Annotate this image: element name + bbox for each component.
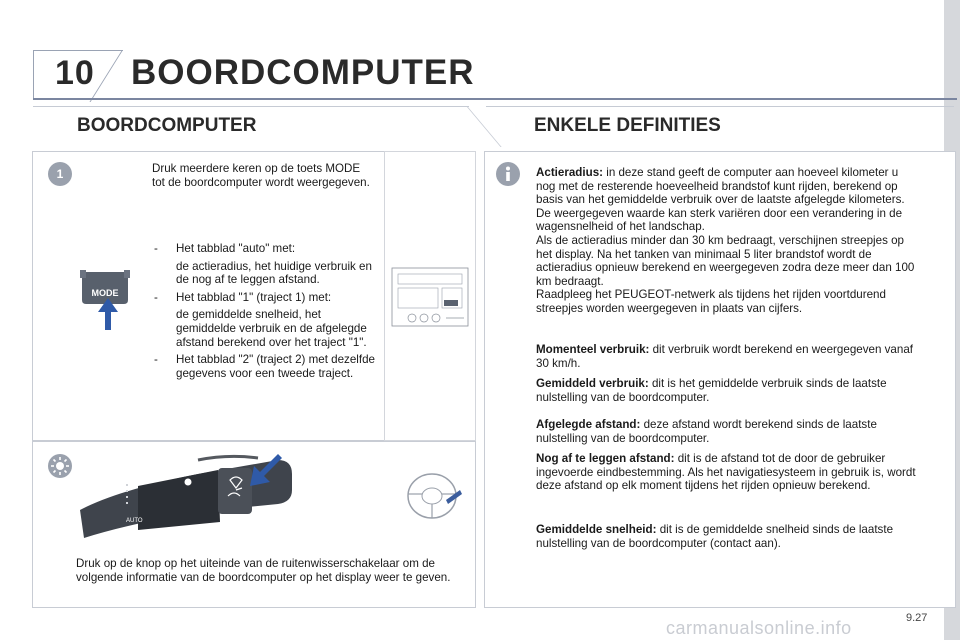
left-section-header bbox=[33, 106, 469, 142]
page-number: 9.27 bbox=[906, 612, 928, 624]
console-illustration bbox=[390, 266, 470, 328]
arrow-up-icon bbox=[98, 298, 118, 330]
definition-distance-travelled: Afgelegde afstand: deze afstand wordt berekend sinds de laatste nulstelling van de boordcomputer. bbox=[536, 418, 877, 445]
watermark: carmanualsonline.info bbox=[666, 618, 852, 638]
tab-list-item-trip1: - Het tabblad "1" (traject 1) met: de gemiddelde snelheid, het gemiddelde verbruik en de afgelegde afstand berekend over het traject "1". bbox=[154, 290, 367, 349]
mode-step-intro: Druk meerdere keren op de toets MODE tot de boordcomputer wordt weergegeven. bbox=[152, 162, 370, 189]
definition-distance-remaining: Nog af te leggen afstand: dit is de afstand tot de door de gebruiker ingevoerde eindbestemming. Als het navigatiesysteem in gebruik is, wordt deze afstand op elk moment tijdens het rijden opnieuw berekend. bbox=[536, 452, 916, 493]
arrow-down-left-icon bbox=[250, 452, 282, 486]
info-icon bbox=[496, 162, 520, 186]
right-section-header bbox=[486, 106, 954, 142]
definition-average-consumption: Gemiddeld verbruik: dit is het gemiddelde verbruik sinds de laatste nulstelling van de boordcomputer. bbox=[536, 377, 887, 404]
info-badge bbox=[496, 162, 520, 186]
left-section-title: BOORDCOMPUTER bbox=[77, 115, 257, 136]
definition-average-speed: Gemiddelde snelheid: dit is de gemiddelde snelheid sinds de laatste nulstelling van de boordcomputer (contact aan). bbox=[536, 523, 894, 550]
wiper-step-text: Druk op de knop op het uiteinde van de ruitenwisserschakelaar om de volgende informatie van de boordcomputer op het display weer te geven. bbox=[76, 557, 451, 584]
right-section-title: ENKELE DEFINITIES bbox=[534, 115, 721, 136]
definition-current-consumption: Momenteel verbruik: dit verbruik wordt berekend en weergegeven vanaf 30 km/h. bbox=[536, 343, 913, 370]
steering-wheel-icon bbox=[406, 470, 462, 522]
wiper-auto-label: AUTO bbox=[126, 518, 143, 524]
tab-list-item-trip2: - Het tabblad "2" (traject 2) met dezelfde gegevens voor een tweede traject. bbox=[154, 353, 375, 380]
lights-badge bbox=[48, 454, 72, 478]
light-icon bbox=[48, 454, 72, 478]
chapter-number: 10 bbox=[55, 54, 95, 92]
tab-list-item-auto: - Het tabblad "auto" met: de actieradius, het huidige verbruik en de nog af te leggen afstand. bbox=[154, 242, 372, 287]
title-rule bbox=[33, 98, 957, 100]
tab-list bbox=[152, 242, 378, 380]
page-title: BOORDCOMPUTER bbox=[131, 53, 475, 92]
definition-range: Actieradius: in deze stand geeft de computer aan hoeveel kilometer u nog met de resterende hoeveelheid brandstof kunt rijden, berekend op basis van het gemiddelde verbruik over de laatste afgelegde kilometers. De weergegeven waarde kan sterk variëren door een verandering in de wagensnelheid of het landschap. Als de actieradius minder dan 30 km bedraagt, verschijnen streepjes op het display. Na het tanken van minimaal 5 liter brandstof wordt de actieradius opnieuw berekend en weergegeven zodra deze meer dan 100 km bedraagt. Raadpleeg het PEUGEOT-netwerk als tijdens het rijden voortdurend streepjes worden weergegeven in plaats van cijfers. bbox=[536, 166, 915, 315]
mode-button-label: MODE bbox=[91, 288, 119, 298]
step-badge-1: 1 bbox=[48, 162, 72, 186]
